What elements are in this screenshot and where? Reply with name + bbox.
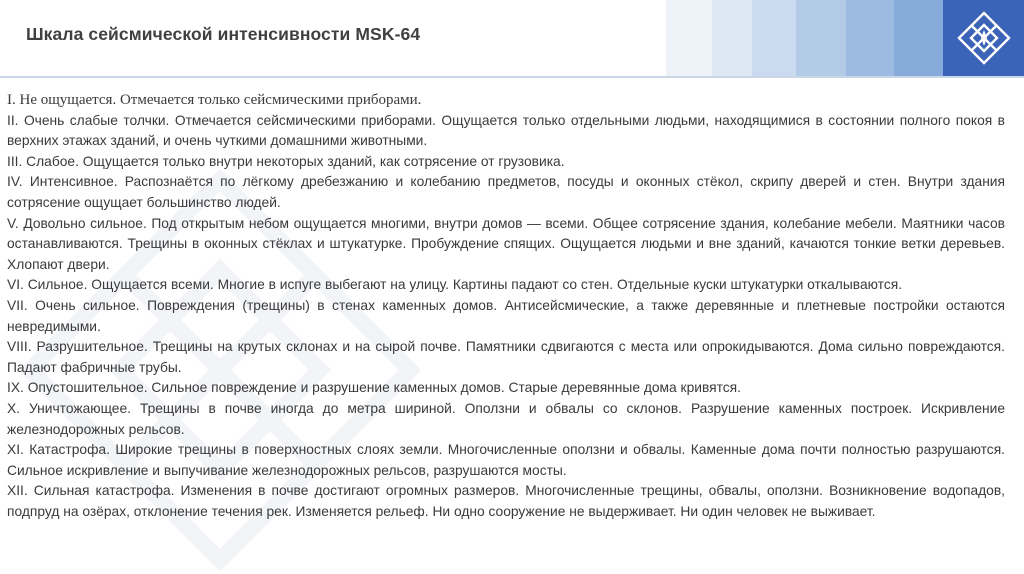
slide-title: Шкала сейсмической интенсивности MSK-64 <box>26 24 421 44</box>
accent-bar-6 <box>894 0 943 76</box>
header-divider <box>0 76 1024 78</box>
scale-level-6: VI. Сильное. Ощущается всеми. Многие в испуге выбегают на улицу. Картины падают со стен. Отдельные куски штукатурки откалываются. <box>7 277 903 293</box>
scale-level-12: XII. Сильная катастрофа. Изменения в почве достигают огромных размеров. Многочисленные трещины, обвалы, оползни. Возникновение водопадов, подпруд на озёрах, отклонение течения рек. Изменяется рельеф. Ни одно сооружение не выдерживает. Ни один человек не выживает. <box>7 483 1005 519</box>
scale-description <box>7 90 1005 522</box>
scale-level-7: VII. Очень сильное. Повреждения (трещины) в стенах каменных домов. Антисейсмические, а также деревянные и плетневые постройки остаются невредимыми. <box>7 297 1005 334</box>
accent-bar-5 <box>846 0 894 76</box>
scale-level-10: X. Уничтожающее. Трещины в почве иногда до метра шириной. Оползни и обвалы со склонов. Разрушение каменных построек. Искривление железнодорожных рельсов. <box>7 400 1005 437</box>
slide-header <box>0 0 1024 76</box>
scale-level-5: V. Довольно сильное. Под открытым небом ощущается многими, внутри домов — всеми. Общее сотрясение здания, колебание мебели. Маятники часов останавливаются. Трещины в оконных стёклах и штукатурке. Пробуждение спящих. Ощущается людьми и вне зданий, качаются тонкие ветки деревьев. Хлопают двери. <box>7 215 1005 272</box>
accent-bar-3 <box>752 0 796 76</box>
scale-level-9: IX. Опустошительное. Сильное повреждение и разрушение каменных домов. Старые деревянные дома кривятся. <box>7 380 741 396</box>
scale-level-3: III. Слабое. Ощущается только внутри некоторых зданий, как сотрясение от грузовика. <box>7 153 565 169</box>
scale-level-11: XI. Катастрофа. Широкие трещины в поверхностных слоях земли. Многочисленные оползни и обвалы. Каменные дома почти полностью разрушаются. Сильное искривление и выпучивание железнодорожных рельсов, разрушаются мосты. <box>7 442 1005 478</box>
accent-bar-2 <box>712 0 752 76</box>
scale-level-1: I. Не ощущается. Отмечается только сейсмическими приборами. <box>7 92 422 108</box>
scale-level-8: VIII. Разрушительное. Трещины на крутых склонах и на сырой почве. Памятники сдвигаются с места или опрокидываются. Дома сильно повреждаются. Падают фабричные трубы. <box>7 339 1005 375</box>
scale-level-4: IV. Интенсивное. Распознаётся по лёгкому дребезжанию и колебанию предметов, посуды и оконных стёкол, скрипу дверей и стен. Внутри здания сотрясение ощущает большинство людей. <box>7 174 1005 210</box>
accent-bar-4 <box>796 0 846 76</box>
logo-box <box>943 0 1024 76</box>
university-logo-icon <box>956 10 1012 66</box>
accent-bar-1 <box>666 0 712 76</box>
scale-level-2: II. Очень слабые толчки. Отмечается сейсмическими приборами. Ощущается только отдельными людьми, находящимися в состоянии полного покоя в верхних этажах зданий, и очень чуткими домашними животными. <box>7 112 1005 149</box>
